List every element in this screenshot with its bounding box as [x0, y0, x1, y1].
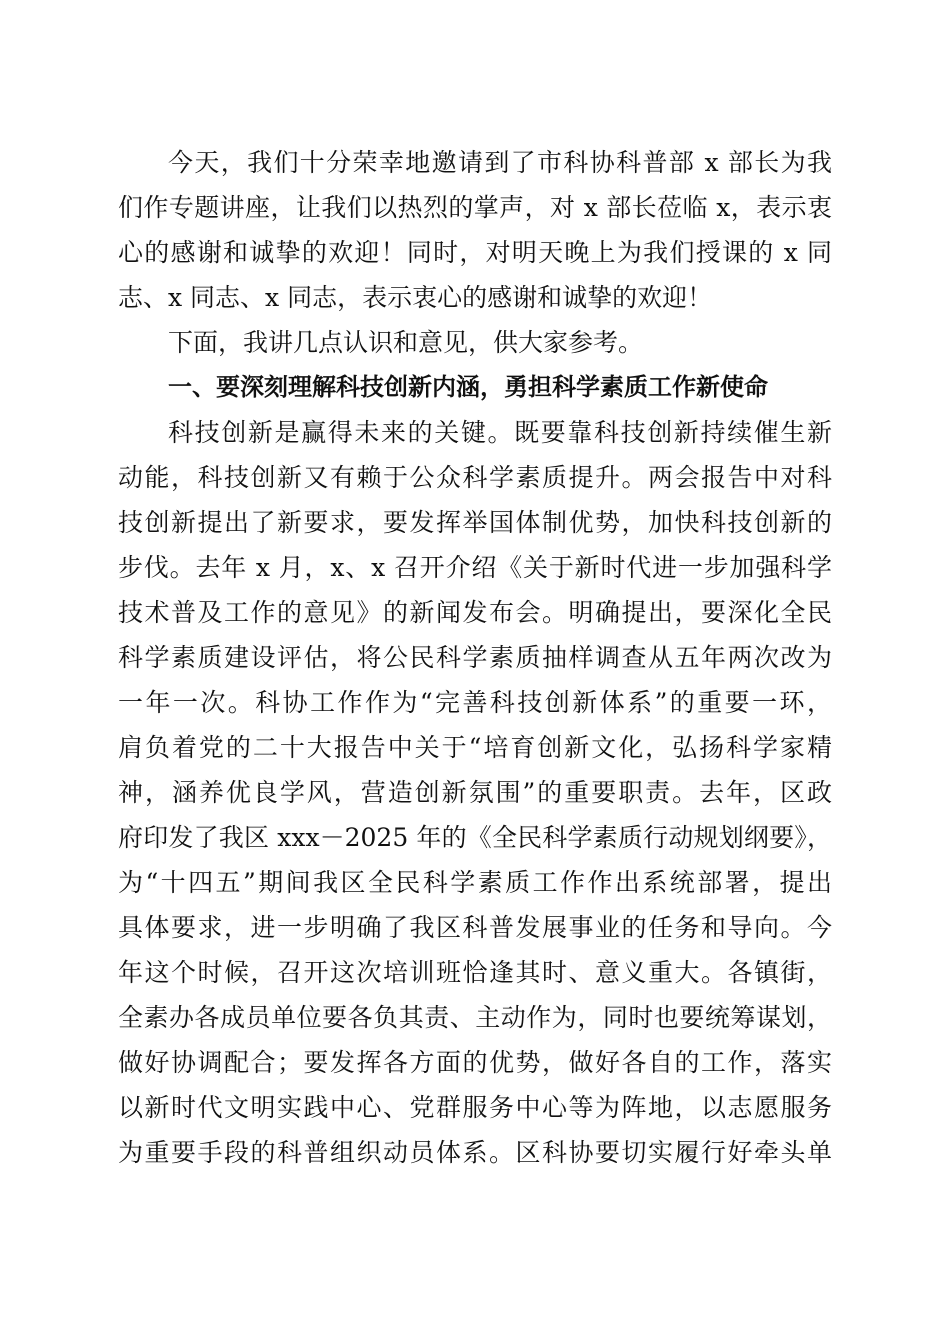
paragraph-line: 全素办各成员单位要各负其责、主动作为，同时也要统筹谋划， [118, 1003, 832, 1032]
paragraph-line: 为“十四五”期间我区全民科学素质工作作出系统部署，提出 [118, 868, 832, 897]
paragraph-line: 做好协调配合；要发挥各方面的优势，做好各自的工作，落实 [118, 1048, 832, 1077]
paragraph-line: 年这个时候，召开这次培训班恰逢其时、意义重大。各镇街， [118, 958, 832, 987]
paragraph-line: 具体要求，进一步明确了我区科普发展事业的任务和导向。今 [118, 913, 832, 942]
paragraph-line: 为重要手段的科普组织动员体系。区科协要切实履行好牵头单 [118, 1138, 832, 1167]
paragraph-line: 科技创新是赢得未来的关键。既要靠科技创新持续催生新 [168, 418, 832, 447]
paragraph-line: 心的感谢和诚挚的欢迎！同时，对明天晚上为我们授课的 x 同 [118, 238, 832, 267]
paragraph-line: 步伐。去年 x 月，x、x 召开介绍《关于新时代进一步加强科学 [118, 553, 832, 582]
paragraph-line: 神，涵养优良学风，营造创新氛围”的重要职责。去年，区政 [118, 778, 832, 807]
paragraph-line: 动能，科技创新又有赖于公众科学素质提升。两会报告中对科 [118, 463, 832, 492]
paragraph-line: 科学素质建设评估，将公民科学素质抽样调查从五年两次改为 [118, 643, 832, 672]
paragraph-line: 志、x 同志、x 同志，表示衷心的感谢和诚挚的欢迎！ [118, 283, 713, 312]
paragraph-line: 技术普及工作的意见》的新闻发布会。明确提出，要深化全民 [118, 598, 832, 627]
paragraph-line: 以新时代文明实践中心、党群服务中心等为阵地，以志愿服务 [118, 1093, 832, 1122]
section-heading: 一、要深刻理解科技创新内涵，勇担科学素质工作新使命 [168, 373, 768, 401]
paragraph-line: 肩负着党的二十大报告中关于“培育创新文化，弘扬科学家精 [118, 733, 832, 762]
paragraph-line: 们作专题讲座，让我们以热烈的掌声，对 x 部长莅临 x，表示衷 [118, 193, 832, 222]
paragraph-line: 技创新提出了新要求，要发挥举国体制优势，加快科技创新的 [118, 508, 832, 537]
document-body [118, 140, 832, 1175]
paragraph-line: 下面，我讲几点认识和意见，供大家参考。 [168, 328, 644, 357]
paragraph-line: 府印发了我区 xxx－2025 年的《全民科学素质行动规划纲要》， [118, 823, 832, 852]
paragraph-line: 一年一次。科协工作作为“完善科技创新体系”的重要一环， [118, 688, 832, 717]
paragraph-line: 今天，我们十分荣幸地邀请到了市科协科普部 x 部长为我 [168, 148, 832, 177]
